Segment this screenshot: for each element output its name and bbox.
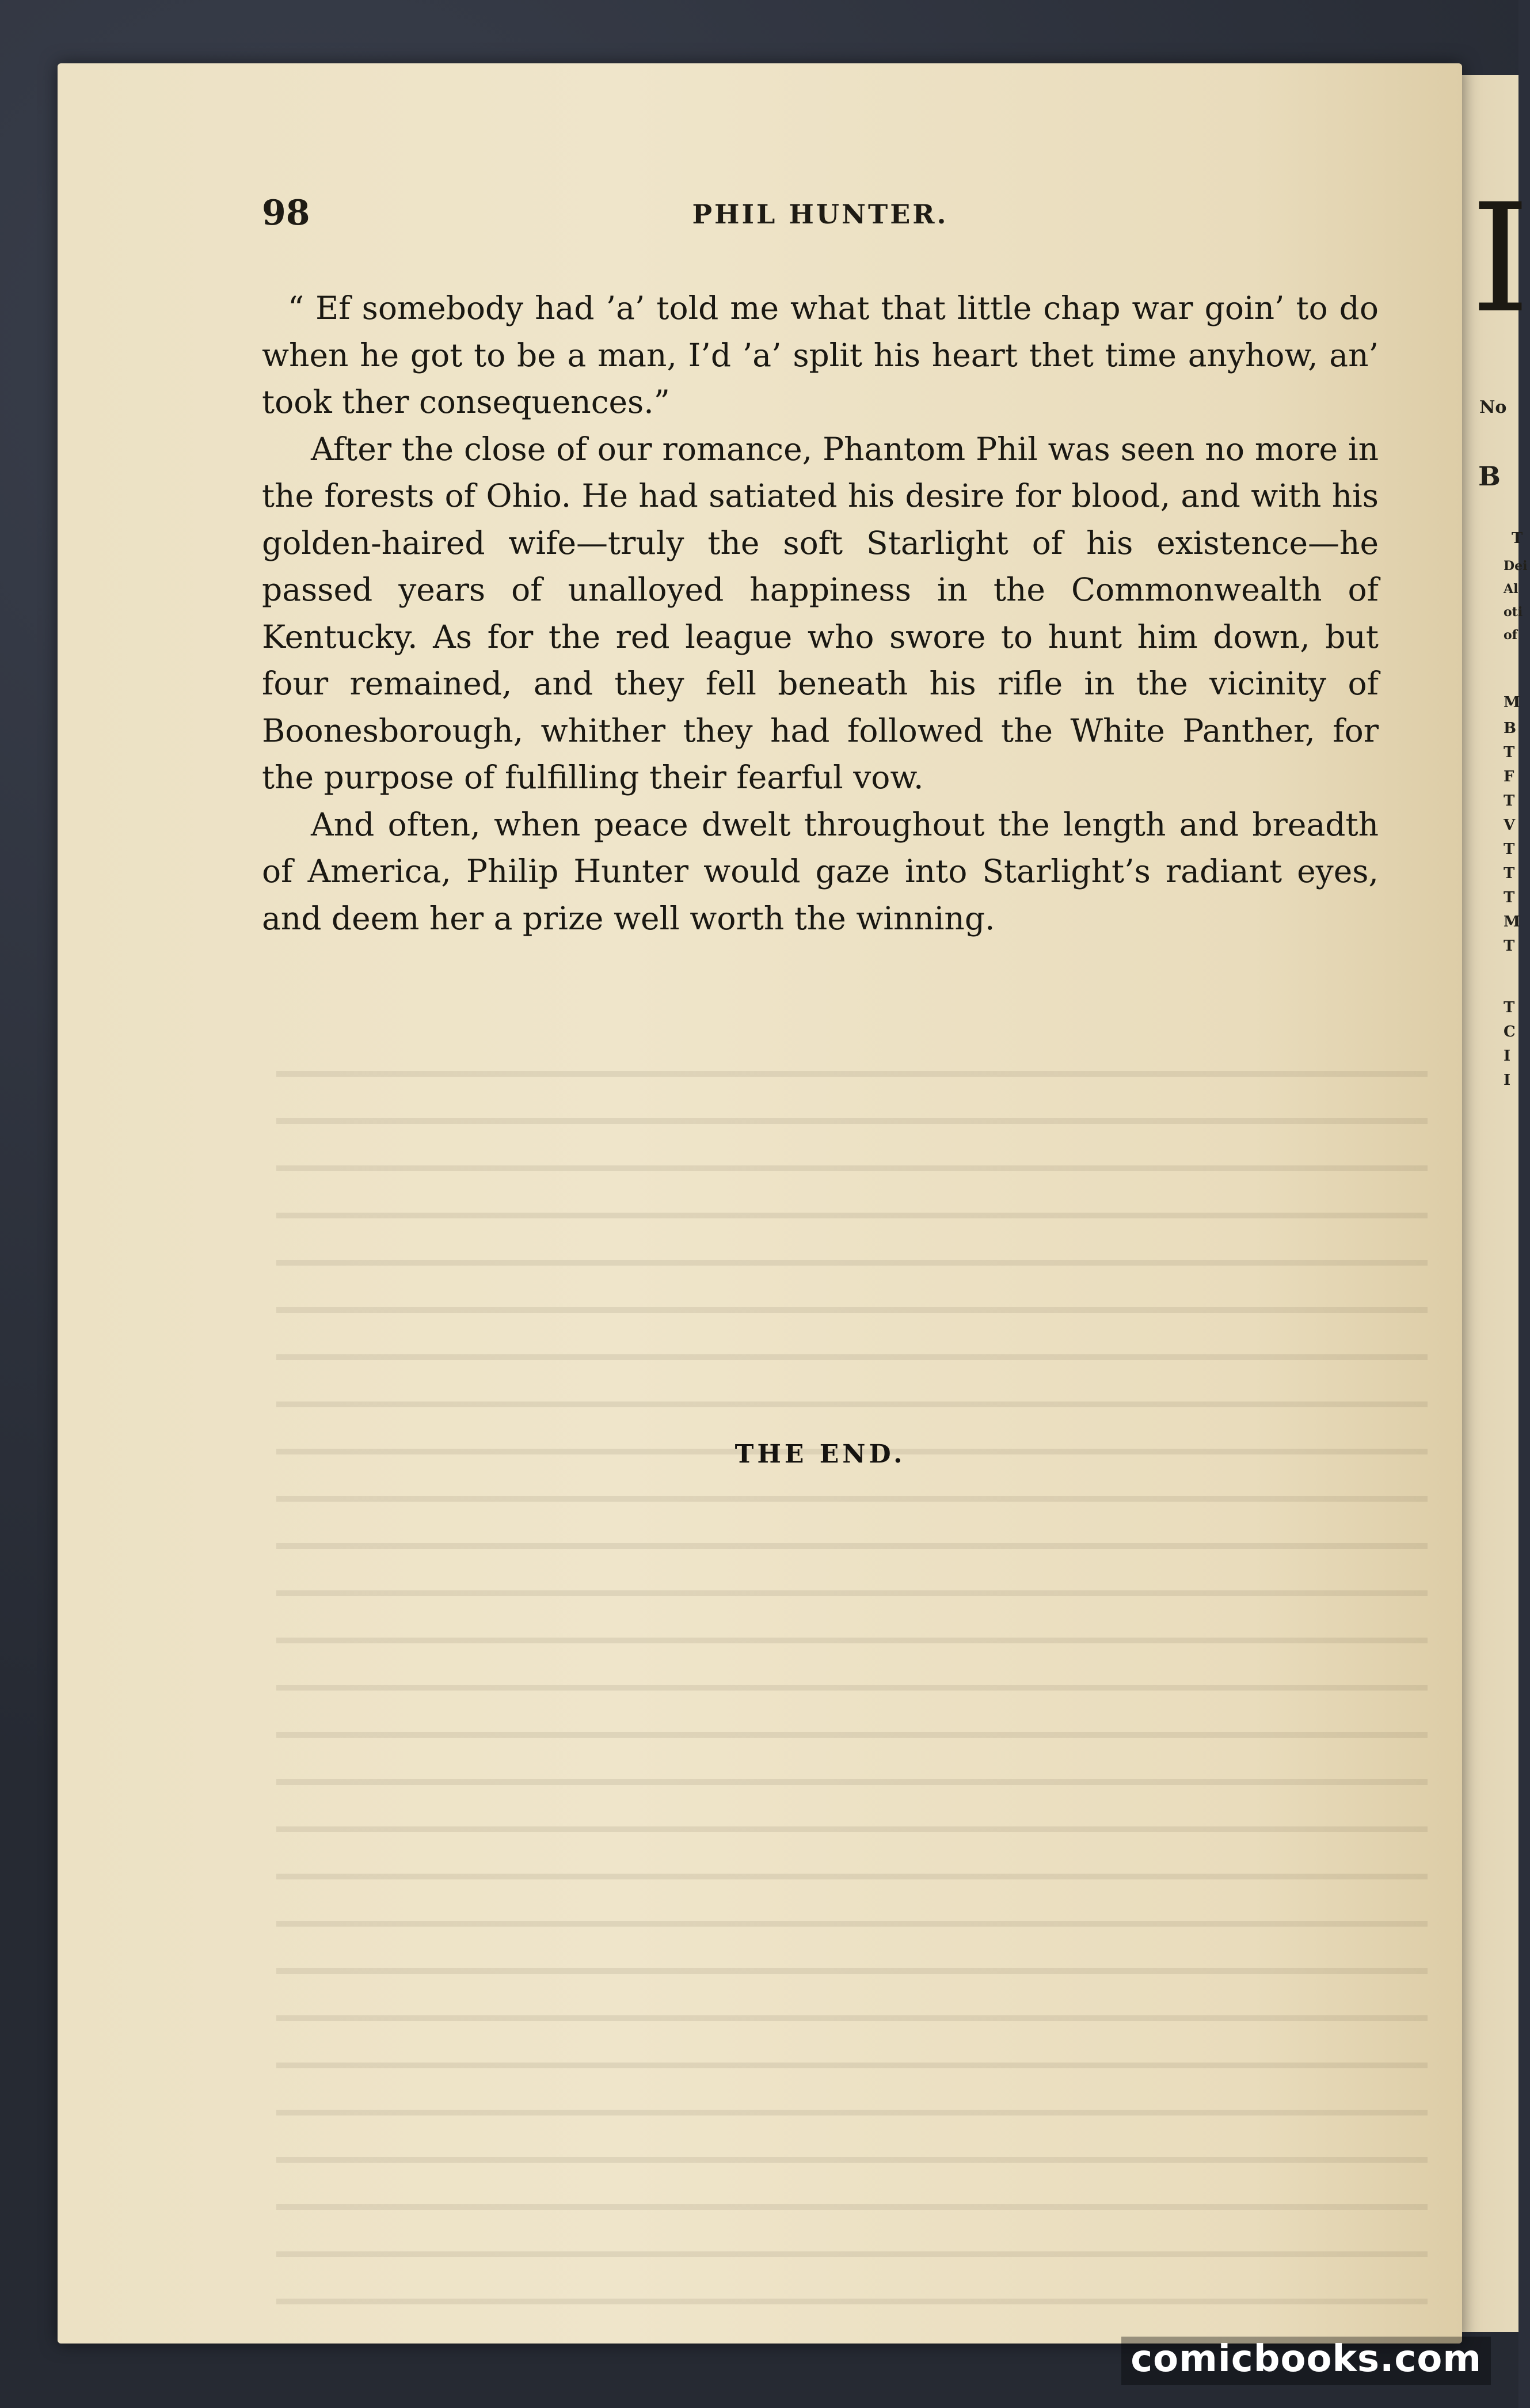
adjacent-page-fragment: I xyxy=(1504,1047,1511,1065)
adjacent-page-fragment: oti xyxy=(1504,605,1523,620)
adjacent-page-fragment: Al xyxy=(1504,582,1518,597)
adjacent-page-fragment: C xyxy=(1504,1023,1516,1040)
watermark: comicbooks.com xyxy=(1121,2337,1491,2385)
adjacent-page-fragment: T xyxy=(1504,865,1515,882)
adjacent-page-large-letter: I xyxy=(1471,172,1530,346)
adjacent-page-fragment: I xyxy=(1504,1072,1511,1089)
adjacent-page-fragment: B xyxy=(1478,461,1501,492)
adjacent-page-fragment: T xyxy=(1512,530,1523,547)
adjacent-page-fragment: of xyxy=(1504,628,1518,643)
adjacent-page-fragment: Dei xyxy=(1504,559,1528,573)
page-header xyxy=(262,193,1379,239)
adjacent-page-fragment: T xyxy=(1504,792,1515,810)
adjacent-page-fragment: T xyxy=(1504,889,1515,906)
adjacent-page-fragment: F xyxy=(1504,768,1514,785)
body-text xyxy=(262,285,1379,942)
adjacent-page-fragment: V xyxy=(1504,816,1516,834)
adjacent-page-fragment: M xyxy=(1504,694,1520,711)
paragraph: And often, when peace dwelt throughout the length and breadth of America, Philip Hunter would gaze into Starlight’s radiant eyes, and deem her a prize well worth the winning. xyxy=(262,806,1379,937)
running-title: PHIL HUNTER. xyxy=(692,199,949,230)
page-number: 98 xyxy=(262,193,310,233)
the-end-label: THE END. xyxy=(734,1440,906,1469)
paragraph: “ Ef somebody had ’a’ told me what that little chap war goin’ to do when he got to be a man, I’d ’a’ split his heart thet time anyhow, an’ took ther consequences.” xyxy=(262,290,1379,420)
show-through-texture xyxy=(276,1042,1428,2309)
adjacent-page-fragment: T xyxy=(1504,744,1515,761)
paragraph: After the close of our romance, Phantom Phil was seen no more in the forests of Ohio. He had satiated his desire for blood, and with his golden-haired wife—truly the soft Starlight of his existence—he passed years of unalloyed happiness in the Commonwealth of Kentucky. As for the red league who swore to hunt him down, but four remained, and they fell beneath his rifle in the vicinity of Boonesborough, whither they had followed the White Panther, for the purpose of fulfilling their fearful vow. xyxy=(262,430,1379,796)
adjacent-page-fragment: M xyxy=(1504,913,1520,930)
adjacent-page-fragment: B xyxy=(1504,720,1516,737)
adjacent-page-fragment: No xyxy=(1479,397,1507,417)
adjacent-page-fragment: T xyxy=(1504,841,1515,858)
adjacent-page-fragment: T xyxy=(1504,999,1515,1016)
adjacent-page-fragment: T xyxy=(1504,937,1515,955)
